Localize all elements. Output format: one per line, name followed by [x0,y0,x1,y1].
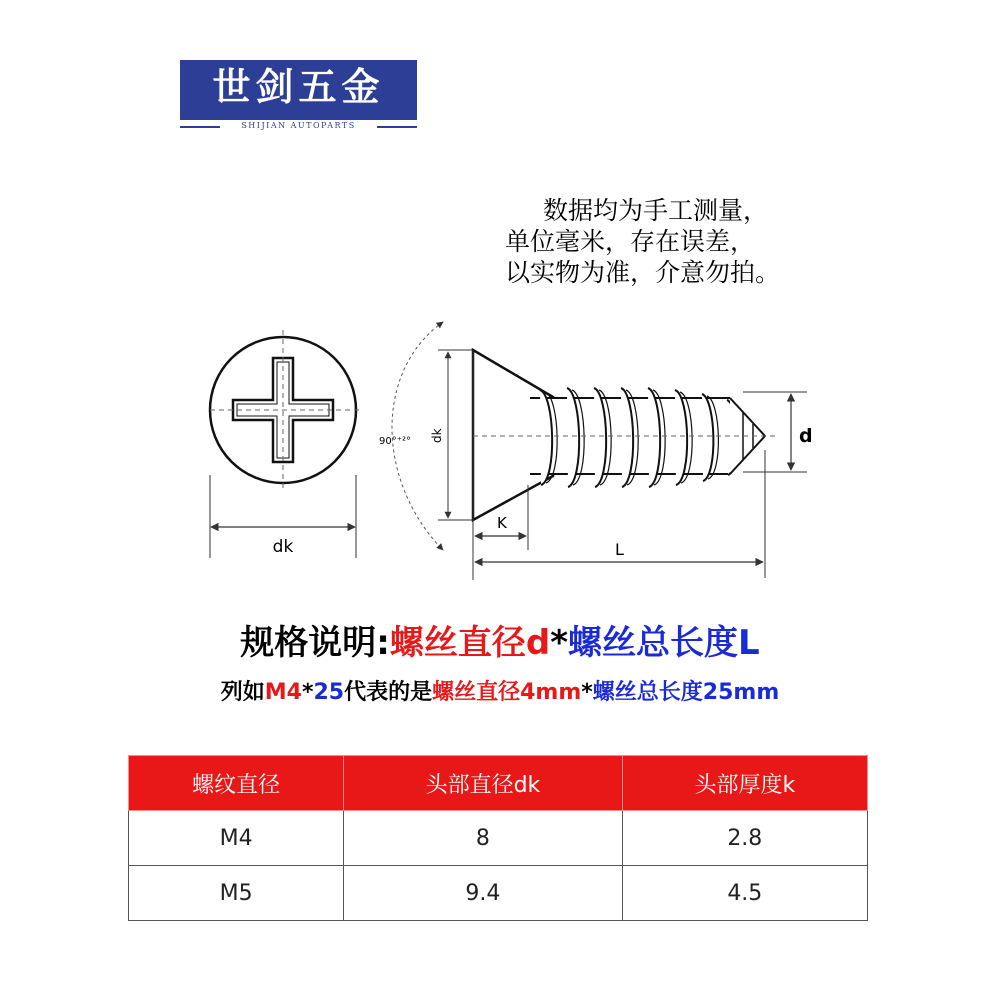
example-star-2: * [581,680,593,705]
spec-length: 螺丝总长度L [568,623,760,663]
logo-subtitle-bar [180,120,417,134]
dk-label: dk [272,537,294,557]
table-cell: 2.8 [622,811,867,866]
spec-diameter: 螺丝直径d [389,623,551,663]
example-mid: 代表的是 [344,680,433,705]
table-cell: 8 [344,811,622,866]
l-label: L [615,540,624,559]
spec-prefix: 规格说明: [240,623,390,663]
logo-subtitle: SHIJIAN AUTOPARTS [241,121,356,130]
logo-divider-right [377,126,417,128]
dk-side-label: dk [430,428,444,443]
note-line-3: 以实物为准，介意勿拍。 [505,258,781,287]
brand-logo [180,60,417,122]
spec-heading [0,615,1000,664]
table-cell: M4 [129,811,344,866]
table-cell: 4.5 [622,866,867,921]
example-num: 25 [313,680,345,705]
screw-side-view [379,322,813,580]
example-prefix: 列如 [220,680,265,705]
table-header-row [129,756,868,811]
example-diameter: 螺丝直径4mm [432,680,582,705]
d-label: d [799,425,813,447]
note-line-1: 数据均为手工测量， [543,196,769,225]
spec-star: * [550,623,569,663]
angle-label: 90°⁺²° [379,436,412,447]
table-row [129,866,868,921]
screw-drawing [195,300,815,590]
column-header: 螺纹直径 [129,756,344,811]
table-row [129,811,868,866]
column-header: 头部厚度k [622,756,867,811]
table-cell: M5 [129,866,344,921]
spec-example [0,675,1000,706]
column-header: 头部直径dk [344,756,622,811]
table-cell: 9.4 [344,866,622,921]
head-top-view [210,330,360,558]
note-line-2: 单位毫米，存在误差， [505,227,756,256]
spec-table [128,755,868,921]
k-label: K [497,514,507,532]
example-length: 螺丝总长度25mm [592,680,780,705]
example-m4: M4 [264,680,302,705]
example-star-1: * [301,680,314,705]
measurement-note [505,195,865,288]
logo-title: 世剑五金 [212,64,385,109]
